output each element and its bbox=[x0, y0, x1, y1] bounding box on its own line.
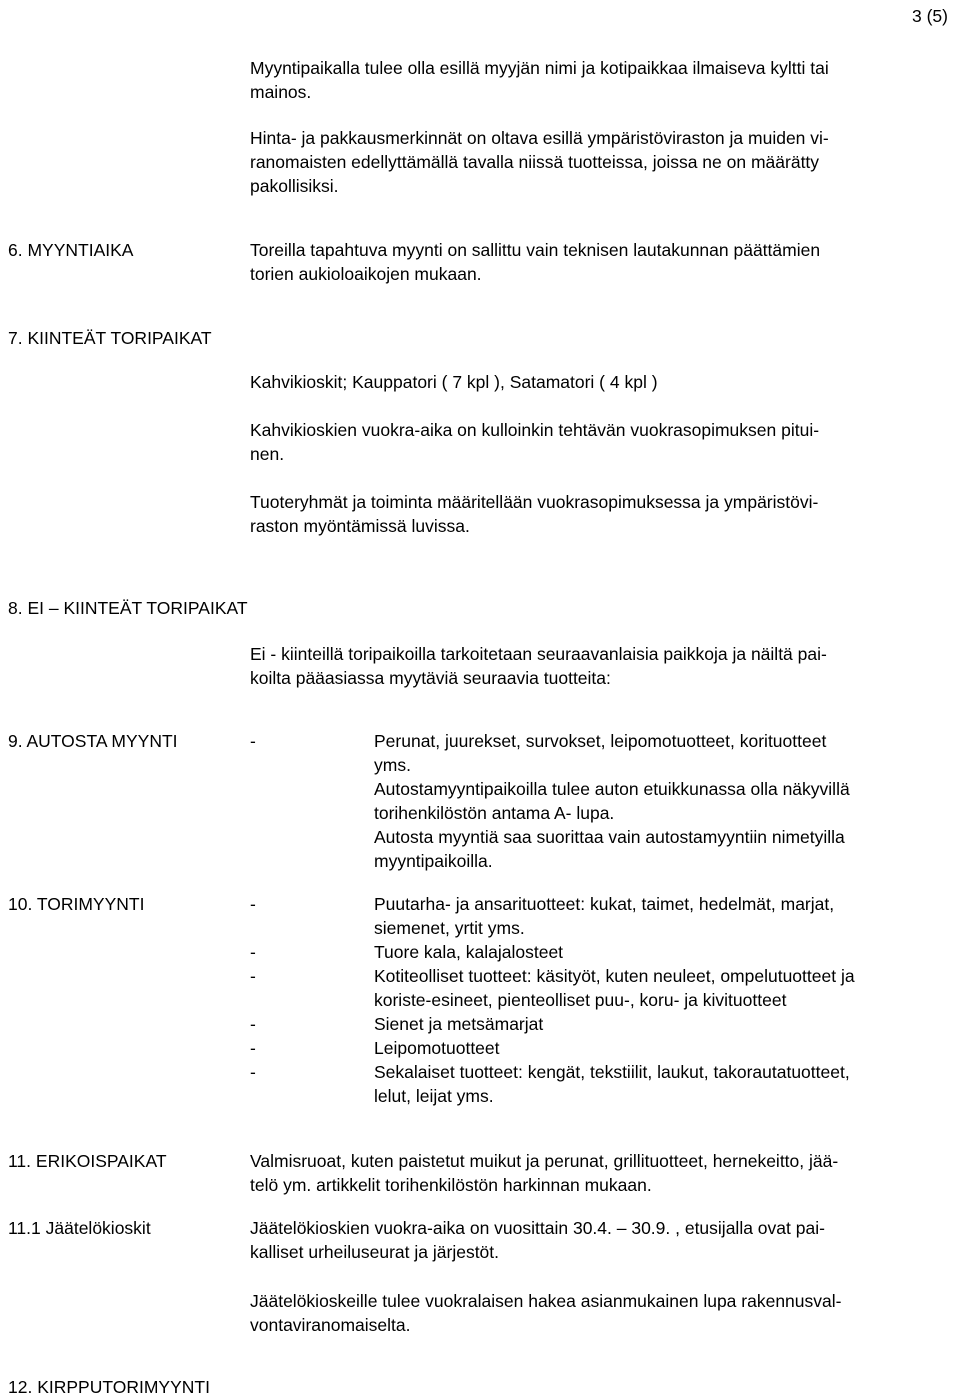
section-11-1-text: Jäätelökioskien vuokra-aika on vuosittain 30.4. – 30.9. , etusijalla ovat pai- bbox=[250, 1218, 825, 1238]
section-11-1-text: vontaviranomaiselta. bbox=[250, 1315, 411, 1335]
list-item-line: Leipomotuotteet bbox=[374, 1038, 500, 1058]
section-11-heading: 11. ERIKOISPAIKAT bbox=[8, 1151, 167, 1171]
section-7-heading: 7. KIINTEÄT TORIPAIKAT bbox=[8, 328, 212, 348]
intro-line: Myyntipaikalla tulee olla esillä myyjän nimi ja kotipaikkaa ilmaiseva kyltti tai bbox=[250, 58, 829, 78]
list-item-line: lelut, leijat yms. bbox=[374, 1086, 494, 1106]
list-item-line: Sienet ja metsämarjat bbox=[374, 1014, 544, 1034]
section-6-heading: 6. MYYNTIAIKA bbox=[8, 240, 134, 260]
section-6-text: torien aukioloaikojen mukaan. bbox=[250, 264, 482, 284]
section-9-line: Autosta myyntiä saa suorittaa vain autostamyyntiin nimetyilla bbox=[374, 827, 845, 847]
section-7-text: raston myöntämissä luvissa. bbox=[250, 516, 470, 536]
section-9-heading: 9. AUTOSTA MYYNTI bbox=[8, 731, 178, 751]
section-6-text: Toreilla tapahtuva myynti on sallittu vain teknisen lautakunnan päättämien bbox=[250, 240, 821, 260]
section-9-line: yms. bbox=[374, 755, 411, 775]
section-8-text: Ei - kiinteillä toripaikoilla tarkoitetaan seuraavanlaisia paikkoja ja näiltä pai- bbox=[250, 644, 827, 664]
intro-line: pakollisiksi. bbox=[250, 176, 339, 196]
intro-line: ranomaisten edellyttämällä tavalla niissä tuotteissa, joissa ne on määrätty bbox=[250, 152, 820, 172]
section-8-text: koilta pääasiassa myytäviä seuraavia tuotteita: bbox=[250, 668, 611, 688]
section-11-1-heading: 11.1 Jäätelökioskit bbox=[8, 1218, 151, 1238]
list-item-line: Kotiteolliset tuotteet: käsityöt, kuten neuleet, ompelutuotteet ja bbox=[374, 966, 855, 986]
section-10-heading: 10. TORIMYYNTI bbox=[8, 894, 145, 914]
section-9-line: Perunat, juurekset, survokset, leipomotuotteet, korituotteet bbox=[374, 731, 827, 751]
section-11-1-text: Jäätelökioskeille tulee vuokralaisen hakea asianmukainen lupa rakennusval- bbox=[250, 1291, 842, 1311]
list-dash: - bbox=[250, 1014, 256, 1034]
section-9-line: torihenkilöstön antama A- lupa. bbox=[374, 803, 615, 823]
list-dash: - bbox=[250, 731, 256, 751]
section-7-text: Tuoteryhmät ja toiminta määritellään vuokrasopimuksessa ja ympäristövi- bbox=[250, 492, 819, 512]
page-number: 3 (5) bbox=[912, 6, 948, 26]
list-dash: - bbox=[250, 966, 256, 986]
list-dash: - bbox=[250, 1038, 256, 1058]
list-item-line: siemenet, yrtit yms. bbox=[374, 918, 525, 938]
list-dash: - bbox=[250, 894, 256, 914]
section-11-1-text: kalliset urheiluseurat ja järjestöt. bbox=[250, 1242, 500, 1262]
list-dash: - bbox=[250, 1062, 256, 1082]
section-11-text: telö ym. artikkelit torihenkilöstön harkinnan mukaan. bbox=[250, 1175, 652, 1195]
intro-line: Hinta- ja pakkausmerkinnät on oltava esillä ympäristöviraston ja muiden vi- bbox=[250, 128, 829, 148]
section-9-line: Autostamyyntipaikoilla tulee auton etuikkunassa olla näkyvillä bbox=[374, 779, 850, 799]
intro-line: mainos. bbox=[250, 82, 312, 102]
list-dash: - bbox=[250, 942, 256, 962]
list-item-line: Sekalaiset tuotteet: kengät, tekstiilit, laukut, takorautatuotteet, bbox=[374, 1062, 850, 1082]
section-8-heading: 8. EI – KIINTEÄT TORIPAIKAT bbox=[8, 598, 248, 618]
section-11-text: Valmisruoat, kuten paistetut muikut ja perunat, grillituotteet, hernekeitto, jää- bbox=[250, 1151, 839, 1171]
section-9-line: myyntipaikoilla. bbox=[374, 851, 493, 871]
list-item-line: koriste-esineet, pienteolliset puu-, koru- ja kivituotteet bbox=[374, 990, 787, 1010]
section-7-text: Kahvikioskien vuokra-aika on kulloinkin tehtävän vuokrasopimuksen pitui- bbox=[250, 420, 820, 440]
section-12-heading: 12. KIRPPUTORIMYYNTI bbox=[8, 1377, 210, 1397]
list-item-line: Tuore kala, kalajalosteet bbox=[374, 942, 564, 962]
section-7-text: Kahvikioskit; Kauppatori ( 7 kpl ), Satamatori ( 4 kpl ) bbox=[250, 372, 658, 392]
list-item-line: Puutarha- ja ansarituotteet: kukat, taimet, hedelmät, marjat, bbox=[374, 894, 835, 914]
section-7-text: nen. bbox=[250, 444, 285, 464]
